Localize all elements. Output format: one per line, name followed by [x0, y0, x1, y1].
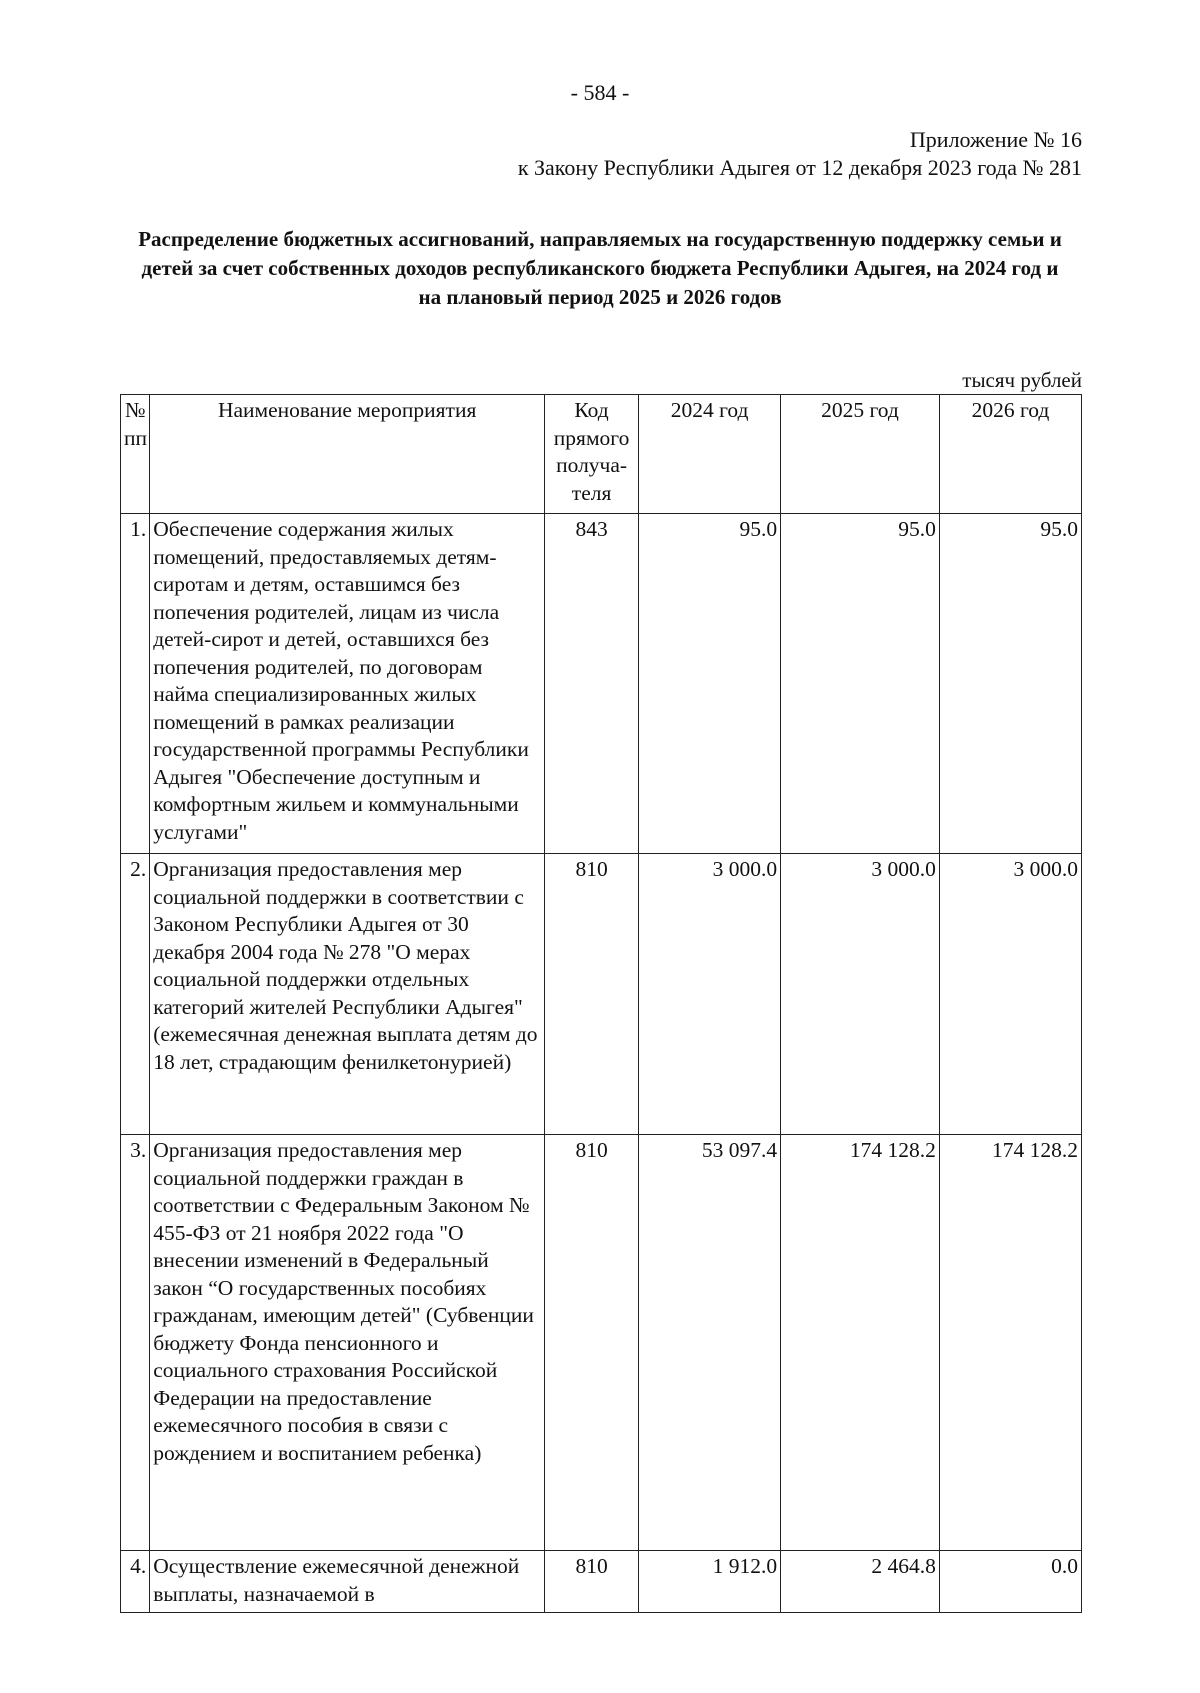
- row-value-2026: 0.0: [939, 1551, 1081, 1613]
- row-value-2026: 174 128.2: [939, 1135, 1081, 1551]
- appendix-line-1: Приложение № 16: [909, 127, 1082, 152]
- row-code: 810: [545, 854, 639, 1135]
- row-value-2026: 95.0: [939, 514, 1081, 854]
- row-num: 1.: [121, 514, 150, 854]
- row-value-2026: 3 000.0: [939, 854, 1081, 1135]
- row-value-2024: 53 097.4: [639, 1135, 781, 1551]
- row-value-2024: 3 000.0: [639, 854, 781, 1135]
- table-header-row: [121, 395, 1082, 514]
- row-code: 810: [545, 1135, 639, 1551]
- appendix-line-2: к Закону Республики Адыгея от 12 декабря 2023 года № 281: [517, 155, 1082, 180]
- row-name: Организация предоставления мер социальной поддержки граждан в соответствии с Федеральным Законом № 455-ФЗ от 21 ноября 2022 года "О внесении изменений в Федеральный закон “О государственных пособиях гражданам, имеющим детей" (Субвенции бюджету Фонда пенсионного и социального страхования Российской Федерации на предоставление ежемесячного пособия в связи с рождением и воспитанием ребенка): [150, 1135, 545, 1551]
- appendix-reference: [518, 126, 1082, 182]
- table-row: [121, 854, 1082, 1135]
- header-code: Код прямого получа-теля: [545, 395, 639, 514]
- header-2025: 2025 год: [781, 395, 940, 514]
- document-title: Распределение бюджетных ассигнований, направляемых на государственную поддержку семьи и детей за счет собственных доходов республиканского бюджета Республики Адыгея, на 2024 год и на плановый период 2025 и 2026 годов: [138, 227, 1062, 309]
- row-value-2025: 2 464.8: [781, 1551, 940, 1613]
- units-label: тысяч рублей: [962, 368, 1082, 392]
- row-num: 4.: [121, 1551, 150, 1613]
- row-value-2025: 3 000.0: [781, 854, 940, 1135]
- header-num: № пп: [121, 395, 150, 514]
- row-value-2025: 95.0: [781, 514, 940, 854]
- row-name: Обеспечение содержания жилых помещений, предоставляемых детям-сиротам и детям, оставшимся без попечения родителей, лицам из числа детей-сирот и детей, оставшихся без попечения родителей, по договорам найма специализированных жилых помещений в рамках реализации государственной программы Республики Адыгея "Обеспечение доступным и комфортным жильем и коммунальными услугами": [150, 514, 545, 854]
- row-code: 843: [545, 514, 639, 854]
- row-name: Организация предоставления мер социальной поддержки в соответствии с Законом Республики Адыгея от 30 декабря 2004 года № 278 "О мерах социальной поддержки отдельных категорий жителей Республики Адыгея" (ежемесячная денежная выплата детям до 18 лет, страдающим фенилкетонурией): [150, 854, 545, 1135]
- row-value-2024: 1 912.0: [639, 1551, 781, 1613]
- row-name: Осуществление ежемесячной денежной выплаты, назначаемой в: [150, 1551, 545, 1613]
- row-num: 2.: [121, 854, 150, 1135]
- row-value-2024: 95.0: [639, 514, 781, 854]
- header-name: Наименование мероприятия: [150, 395, 545, 514]
- row-code: 810: [545, 1551, 639, 1613]
- header-2026: 2026 год: [939, 395, 1081, 514]
- table-row: [121, 1551, 1082, 1613]
- table-row: [121, 1135, 1082, 1551]
- page-number: - 584 -: [570, 80, 630, 105]
- budget-table: [120, 394, 1082, 1613]
- row-value-2025: 174 128.2: [781, 1135, 940, 1551]
- table-row: [121, 514, 1082, 854]
- header-2024: 2024 год: [639, 395, 781, 514]
- row-num: 3.: [121, 1135, 150, 1551]
